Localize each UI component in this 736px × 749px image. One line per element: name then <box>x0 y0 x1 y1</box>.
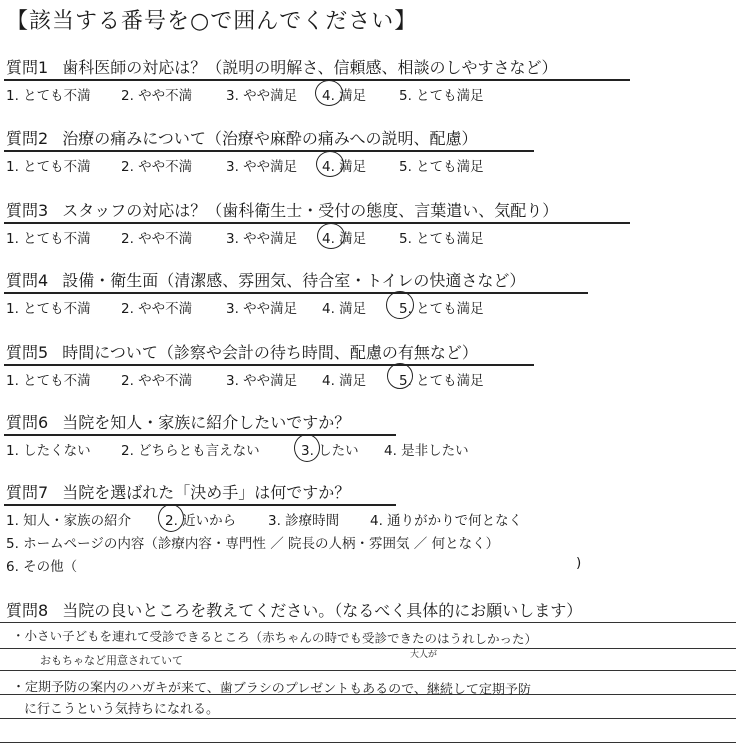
question-6-label: 質問6 <box>6 413 49 432</box>
q6-option-1[interactable]: 1. したくない <box>6 443 91 459</box>
q7-option-1[interactable]: 1. 知人・家族の紹介 <box>6 513 132 529</box>
answer-line-1 <box>0 622 736 623</box>
question-6-heading <box>6 410 350 433</box>
answer-line-2 <box>0 648 736 649</box>
q4-option-1[interactable]: 1. とても不満 <box>6 301 91 317</box>
q3-option-1[interactable]: 1. とても不満 <box>6 231 91 247</box>
question-2-heading <box>6 126 478 149</box>
handwritten-note-adult: 大人が <box>410 650 438 660</box>
handwritten-answer-line-3: に行こうという気持ちになれる。 <box>24 702 220 717</box>
q5-option-5[interactable]: 5. とても満足 <box>399 373 484 389</box>
q7-option-2[interactable]: 2. 近いから <box>165 513 237 529</box>
question-7-text: 当院を選ばれた「決め手」は何ですか？ <box>62 483 351 502</box>
question-6-text: 当院を知人・家族に紹介したいですか？ <box>62 413 351 432</box>
question-4-heading <box>6 268 525 291</box>
q1-selection-circle <box>315 80 343 106</box>
question-7-heading <box>6 480 350 503</box>
question-7-underline <box>4 504 396 506</box>
q3-option-5[interactable]: 5. とても満足 <box>399 231 484 247</box>
question-4-text: 設備・衛生面（清潔感、雰囲気、待合室・トイレの快適さなど） <box>62 271 526 290</box>
q4-option-3[interactable]: 3. やや満足 <box>226 301 298 317</box>
q6-option-4[interactable]: 4. 是非したい <box>384 443 469 459</box>
q1-option-3[interactable]: 3. やや満足 <box>226 88 298 104</box>
q5-option-2[interactable]: 2. やや不満 <box>121 373 193 389</box>
q4-option-5[interactable]: 5. とても満足 <box>399 301 484 317</box>
question-8-heading <box>6 598 582 621</box>
handwritten-answer-line-2: ・定期予防の案内のハガキが来て、歯ブラシのプレゼントもあるので、継続して定期予防 <box>11 680 531 698</box>
q2-selection-circle <box>316 151 344 177</box>
q7-option-6[interactable]: 6. その他（ <box>6 559 78 575</box>
q1-option-2[interactable]: 2. やや不満 <box>121 88 193 104</box>
question-6-underline <box>4 434 396 436</box>
question-3-text: スタッフの対応は？（歯科衛生士・受付の態度、言葉遣い、気配り） <box>62 201 559 220</box>
q1-option-4[interactable]: 4. 満足 <box>322 88 367 104</box>
question-4-label: 質問4 <box>6 271 49 290</box>
question-1-text: 歯科医師の対応は？（説明の明解さ、信頼感、相談のしやすさなど） <box>62 58 558 77</box>
q3-selection-circle <box>317 223 345 249</box>
q2-option-1[interactable]: 1. とても不満 <box>6 159 91 175</box>
q7-option-3[interactable]: 3. 診療時間 <box>268 513 340 529</box>
page-title: 【該当する番号を○で囲んでください】 <box>6 9 418 34</box>
q3-option-3[interactable]: 3. やや満足 <box>226 231 298 247</box>
q2-option-3[interactable]: 3. やや満足 <box>226 159 298 175</box>
question-2-underline <box>4 150 534 152</box>
q7-option-4[interactable]: 4. 通りがかりで何となく <box>370 513 523 529</box>
q4-selection-circle <box>386 291 414 319</box>
q5-option-1[interactable]: 1. とても不満 <box>6 373 91 389</box>
q1-option-5[interactable]: 5. とても満足 <box>399 88 484 104</box>
q3-option-4[interactable]: 4. 満足 <box>322 231 367 247</box>
q3-option-2[interactable]: 2. やや不満 <box>121 231 193 247</box>
question-4-underline <box>4 292 588 294</box>
q6-option-2[interactable]: 2. どちらとも言えない <box>121 443 260 459</box>
q4-option-2[interactable]: 2. やや不満 <box>121 301 193 317</box>
q7-option-6-close-paren: ) <box>576 555 582 571</box>
question-5-heading <box>6 340 478 363</box>
question-7-label: 質問7 <box>6 483 49 502</box>
question-1-heading <box>6 55 558 78</box>
q5-option-4[interactable]: 4. 満足 <box>322 373 367 389</box>
handwritten-answer-line-1: ・小さい子どもを連れて受診できるところ（赤ちゃんの時でも受診できたのはうれしかった） <box>11 628 538 647</box>
q7-option-5[interactable]: 5. ホームページの内容（診療内容・専門性 ／ 院長の人柄・雰囲気 ／ 何となく） <box>6 536 500 552</box>
answer-line-5 <box>0 718 736 719</box>
q1-option-1[interactable]: 1. とても不満 <box>6 88 91 104</box>
q2-option-4[interactable]: 4. 満足 <box>322 159 367 175</box>
question-3-label: 質問3 <box>6 201 49 220</box>
q2-option-2[interactable]: 2. やや不満 <box>121 159 193 175</box>
answer-line-6 <box>0 742 736 743</box>
q5-option-3[interactable]: 3. やや満足 <box>226 373 298 389</box>
q6-option-3[interactable]: 3. したい <box>301 443 359 459</box>
question-3-underline <box>4 222 630 224</box>
question-1-label: 質問1 <box>6 58 49 77</box>
question-5-text: 時間について（診察や会計の待ち時間、配慮の有無など） <box>62 343 478 362</box>
q4-option-4[interactable]: 4. 満足 <box>322 301 367 317</box>
answer-line-3 <box>0 670 736 671</box>
question-2-text: 治療の痛みについて（治療や麻酔の痛みへの説明、配慮） <box>62 129 478 148</box>
handwritten-answer-sub: おもちゃなど用意されていて <box>40 654 183 667</box>
question-8-label: 質問8 <box>6 601 49 620</box>
question-8-text: 当院の良いところを教えてください。（なるべく具体的にお願いします） <box>62 601 583 620</box>
question-3-heading <box>6 198 558 221</box>
question-1-underline <box>4 79 630 81</box>
question-5-label: 質問5 <box>6 343 49 362</box>
q2-option-5[interactable]: 5. とても満足 <box>399 159 484 175</box>
q7-selection-circle <box>158 504 184 532</box>
question-5-underline <box>4 364 534 366</box>
q5-selection-circle <box>387 363 413 389</box>
question-2-label: 質問2 <box>6 129 49 148</box>
q6-selection-circle <box>294 434 320 462</box>
